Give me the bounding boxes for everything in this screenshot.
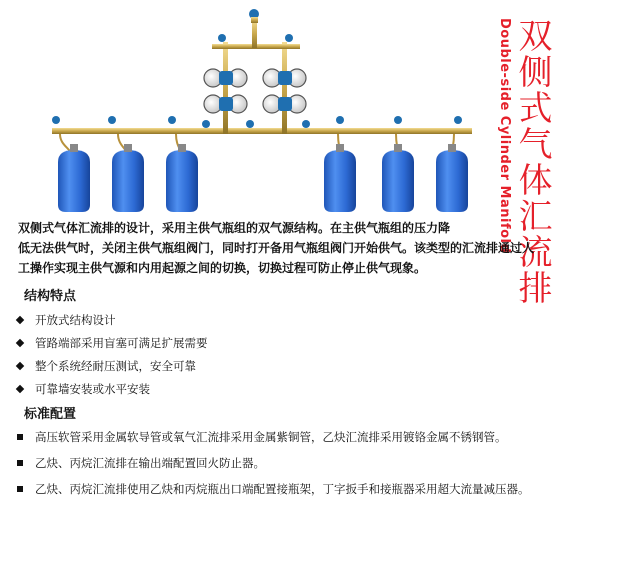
manifold-main-pipe [52, 128, 472, 134]
intro-paragraph [18, 218, 598, 278]
product-subtitle: Double-side Cylinder Manifold [497, 18, 512, 254]
intro-line: 双侧式气体汇流排的设计，采用主供气瓶组的双气源结构。在主供气瓶组的压力降 [18, 221, 451, 235]
square-bullet-icon [17, 434, 23, 440]
diamond-bullet-icon [16, 315, 24, 323]
diamond-bullet-icon [16, 384, 24, 392]
gas-cylinder-icon [112, 144, 144, 212]
valve-handle-icon [249, 9, 259, 23]
riser-right [282, 42, 287, 134]
diamond-bullet-icon [16, 338, 24, 346]
standards-list [16, 424, 530, 502]
feature-item: 可靠墙安装或水平安装 [16, 377, 208, 400]
standard-item: 乙炔、丙烷汇流排在输出端配置回火防止器。 [16, 450, 530, 476]
riser-left [223, 42, 228, 134]
manifold-illustration [0, 0, 500, 215]
gas-cylinder-icon [58, 144, 90, 212]
feature-item: 管路端部采用盲塞可满足扩展需要 [16, 331, 208, 354]
intro-line: 低无法供气时，关闭主供气瓶组阀门，同时打开备用气瓶组阀门开始供气。该类型的汇流排通过人 [18, 241, 535, 255]
feature-item: 开放式结构设计 [16, 308, 208, 331]
product-title: 双侧式气体汇流排 [512, 18, 552, 306]
diamond-bullet-icon [16, 361, 24, 369]
gas-cylinder-icon [324, 144, 356, 212]
gas-cylinder-icon [382, 144, 414, 212]
standard-item: 乙炔、丙烷汇流排使用乙炔和丙烷瓶出口端配置接瓶架，丁字扳手和接瓶器采用超大流量减压器。 [16, 476, 530, 502]
standards-heading: 标准配置 [24, 407, 77, 422]
outlet-pipe [252, 20, 257, 48]
standard-item: 高压软管采用金属软导管或氧气汇流排采用金属紫铜管，乙炔汇流排采用镀铬金属不锈钢管。 [16, 424, 530, 450]
features-heading: 结构特点 [24, 289, 77, 304]
features-list [16, 308, 208, 400]
square-bullet-icon [17, 460, 23, 466]
intro-line: 工操作实现主供气源和内用起源之间的切换，切换过程可防止停止供气现象。 [18, 261, 427, 275]
gas-cylinder-icon [166, 144, 198, 212]
valve-handle-icon [52, 116, 462, 128]
gas-cylinder-icon [436, 144, 468, 212]
feature-item: 整个系统经耐压测试，安全可靠 [16, 354, 208, 377]
square-bullet-icon [17, 486, 23, 492]
